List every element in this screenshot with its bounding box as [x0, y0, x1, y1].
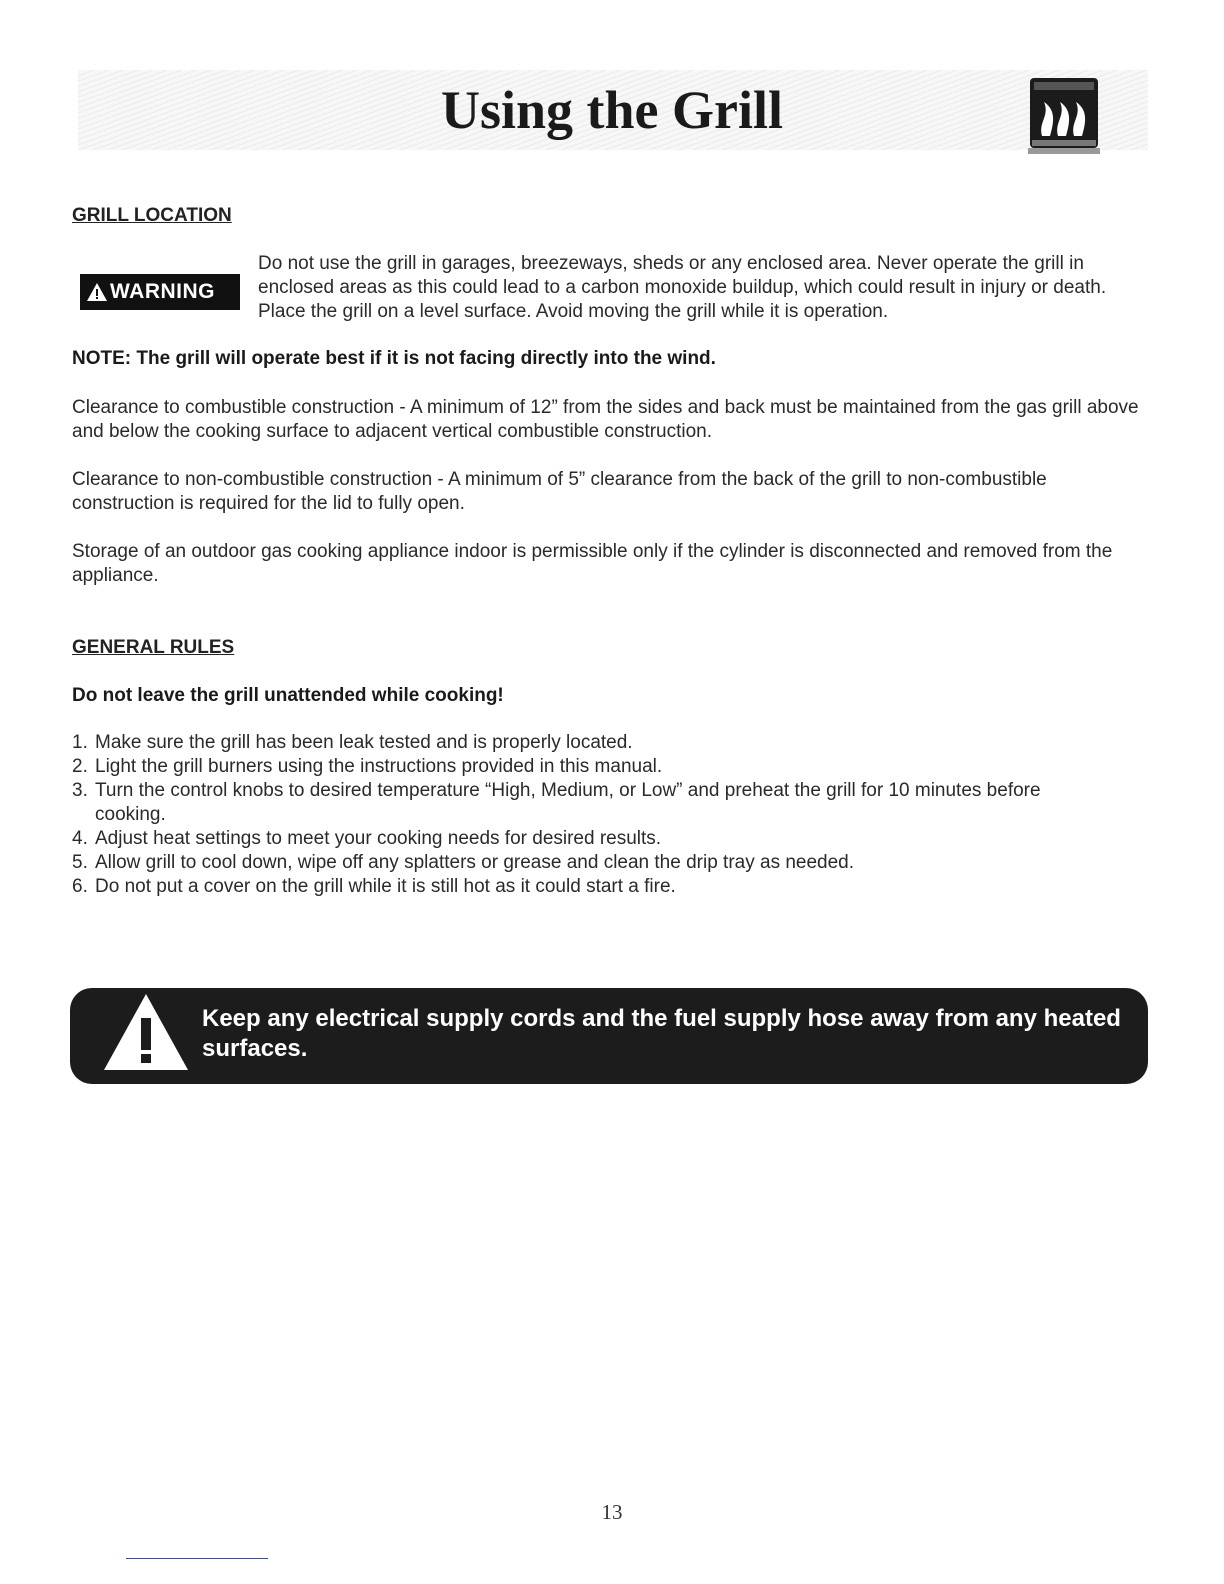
warning-text: Do not use the grill in garages, breezeways, sheds or any enclosed area. Never operate the grill in enclosed areas as this could lead to a carbon monoxide buildup, which could result in injury or death. Place the grill on a level surface. Avoid moving the grill while it is operation.: [258, 253, 1107, 322]
list-item: 3. Turn the control knobs to desired temperature “High, Medium, or Low” and preheat the grill for 10 minutes before cooking.: [72, 780, 1041, 825]
list-item: 6. Do not put a cover on the grill while it is still hot as it could start a fire.: [72, 876, 676, 897]
general-rules-heading: GENERAL RULES: [72, 637, 235, 658]
warning-badge: [80, 274, 240, 310]
storage-paragraph: Storage of an outdoor gas cooking appliance indoor is permissible only if the cylinder is disconnected and removed from the appliance.: [72, 541, 1113, 586]
page-number: 13: [601, 1500, 623, 1524]
warning-triangle-icon: [86, 282, 108, 302]
alert-text: Keep any electrical supply cords and the fuel supply hose away from any heated surfaces.: [202, 1005, 1121, 1062]
combustible-clearance-paragraph: Clearance to combustible construction - A minimum of 12” from the sides and back must be maintained from the gas grill above and below the cooking surface to adjacent vertical combustible construction.: [72, 397, 1139, 442]
footer-divider: [126, 1558, 268, 1559]
grill-location-heading: GRILL LOCATION: [72, 205, 232, 226]
wind-note: NOTE: The grill will operate best if it is not facing directly into the wind.: [72, 348, 716, 369]
warning-triangle-icon: [100, 990, 192, 1074]
general-rules-list: [72, 731, 1152, 899]
warning-label: WARNING: [110, 280, 215, 303]
non-combustible-clearance-paragraph: Clearance to non-combustible construction - A minimum of 5” clearance from the back of the grill to non-combustible construction is required for the lid to fully open.: [72, 469, 1047, 514]
list-item: 2. Light the grill burners using the instructions provided in this manual.: [72, 756, 663, 777]
page-title: Using the Grill: [440, 80, 783, 140]
unattended-warning: Do not leave the grill unattended while cooking!: [72, 685, 504, 706]
list-item: 5. Allow grill to cool down, wipe off any splatters or grease and clean the drip tray as needed.: [72, 852, 855, 873]
list-item: 4. Adjust heat settings to meet your cooking needs for desired results.: [72, 828, 662, 849]
grill-flame-icon: [1028, 76, 1100, 156]
list-item: 1. Make sure the grill has been leak tested and is properly located.: [72, 732, 633, 753]
